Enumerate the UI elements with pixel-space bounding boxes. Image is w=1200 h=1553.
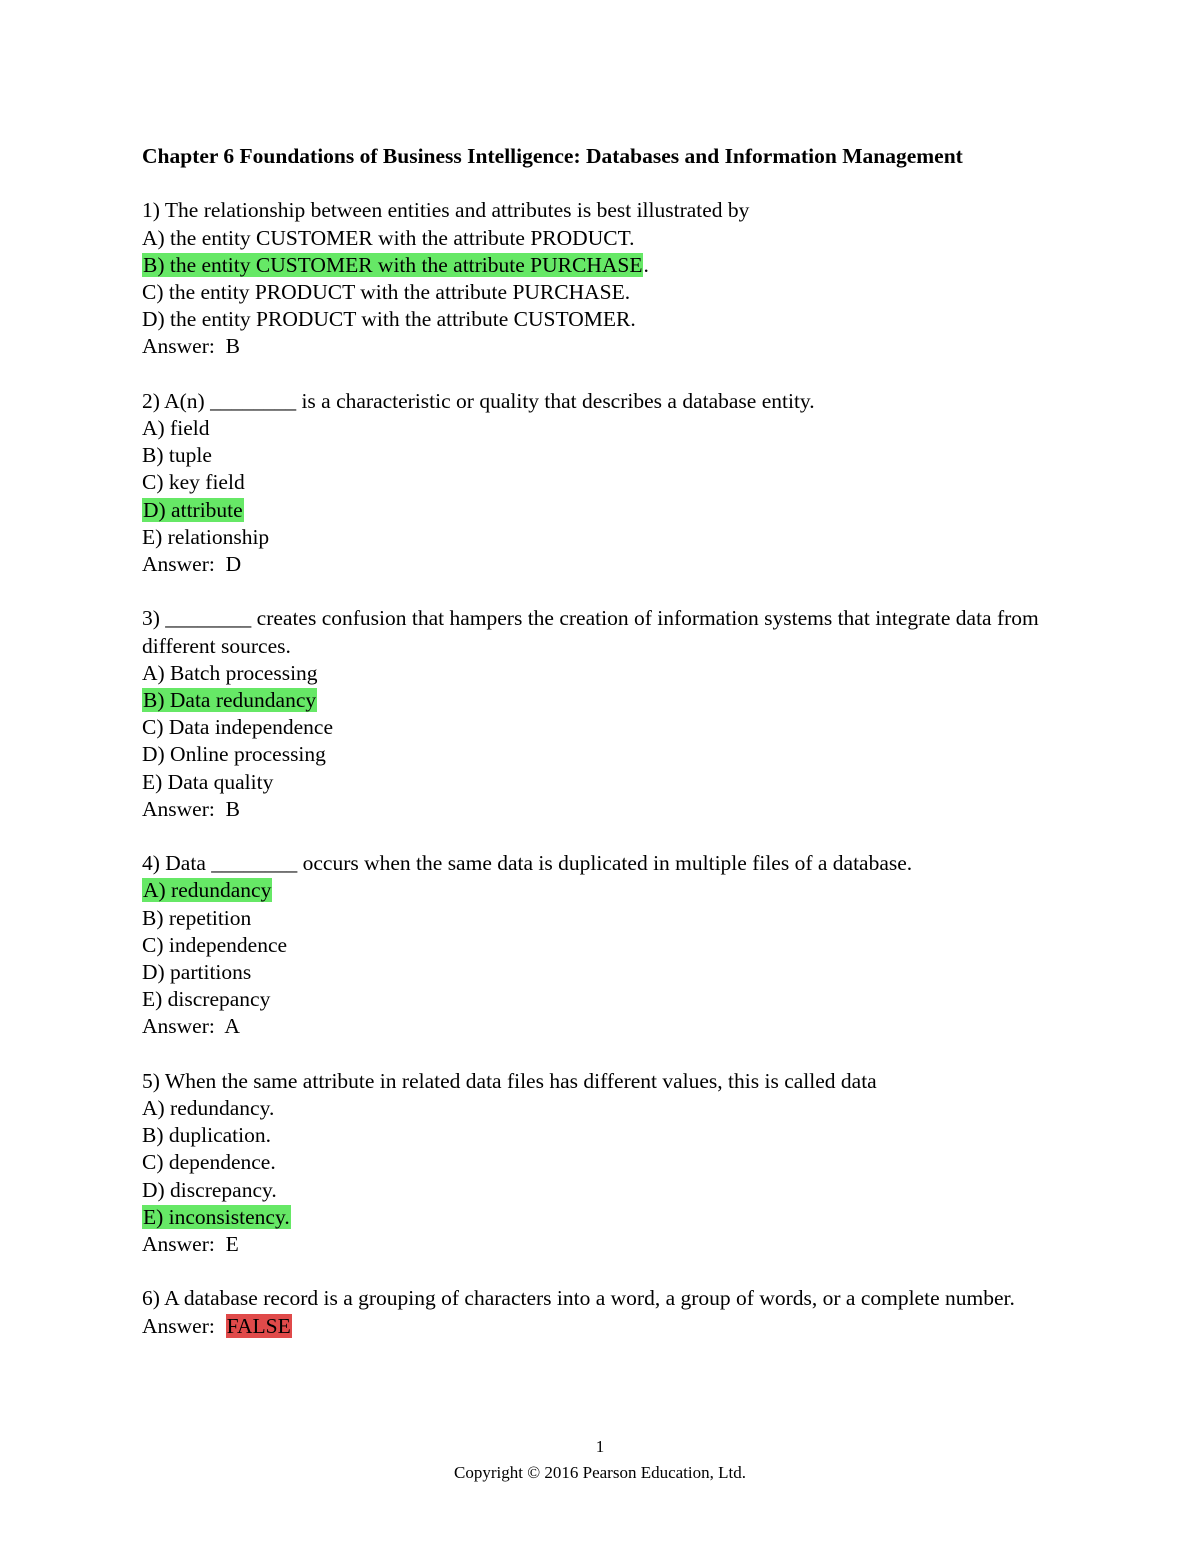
answer-label: Answer: [142,1313,226,1338]
option-period: . [643,252,649,277]
answer-option: A) Batch processing [142,660,318,685]
question-2 [142,388,1052,578]
correct-highlight: A) redundancy [143,878,272,903]
answer-option: C) the entity PRODUCT with the attribute PURCHASE. [142,280,631,304]
question-4 [142,850,1052,1040]
answer-option: C) dependence. [142,1150,276,1175]
answer-option: B) duplication. [142,1123,271,1148]
question-stem: 4) Data ________ occurs when the same data is duplicated in multiple files of a database. [142,851,913,876]
answer-label: Answer: [142,796,226,821]
answer-line [142,796,1052,823]
answer-value: B [225,796,240,821]
answer-line [142,1313,1052,1340]
question-stem: 1) The relationship between entities and attributes is best illustrated by [142,198,750,223]
answer-option: E) discrepancy [142,987,271,1012]
answer-label: Answer: [142,334,226,359]
answer-option: B) repetition [142,905,252,930]
answer-value: D [225,552,242,577]
answer-option-correct [142,687,1052,714]
answer-label: Answer: [142,1014,225,1039]
answer-value: A [224,1014,240,1039]
answer-option-correct [142,497,1052,524]
answer-option: C) key field [142,470,245,495]
answer-option: C) Data independence [142,715,334,740]
document-body [142,143,1052,1367]
answer-line [142,551,1052,578]
answer-line [142,333,1052,360]
question-1 [142,197,1052,360]
answer-option: D) Online processing [142,742,326,767]
question-stem: 5) When the same attribute in related data files has different values, this is called data [142,1068,877,1093]
answer-option: B) tuple [142,443,212,468]
answer-option: D) discrepancy. [142,1177,277,1202]
answer-option: E) relationship [142,524,270,549]
question-6 [142,1285,1052,1339]
question-5 [142,1068,1052,1258]
correct-highlight: B) the entity CUSTOMER with the attribute PURCHASE [143,252,643,277]
answer-option: A) redundancy. [142,1096,275,1121]
answer-option-correct [142,1204,1052,1231]
question-stem: 6) A database record is a grouping of characters into a word, a group of words, or a complete number. [142,1286,1015,1311]
question-stem: 2) A(n) ________ is a characteristic or quality that describes a database entity. [142,388,815,413]
answer-label: Answer: [142,1232,226,1257]
option-period: . [284,1204,290,1229]
option-text: E) inconsistency [143,1204,285,1229]
answer-value: E [225,1232,239,1257]
answer-label: Answer: [142,552,226,577]
question-stem: 3) ________ creates confusion that hampers the creation of information systems that integrate data from different sources. [142,606,1039,658]
answer-option: D) the entity PRODUCT with the attribute CUSTOMER. [142,307,636,332]
answer-option: A) the entity CUSTOMER with the attribute PRODUCT. [142,225,635,250]
correct-highlight: D) attribute [143,497,243,522]
answer-option: C) independence [142,932,288,957]
answer-option-correct [142,252,1052,279]
question-3 [142,605,1052,823]
answer-option-correct [142,877,1052,904]
answer-option: A) field [142,416,210,440]
false-highlight: FALSE [226,1313,291,1338]
answer-option: D) partitions [142,960,252,985]
copyright-notice: Copyright © 2016 Pearson Education, Ltd. [454,1463,746,1482]
answer-line [142,1013,1052,1040]
answer-line [142,1231,1052,1258]
answer-option: E) Data quality [142,769,274,794]
correct-highlight [142,1205,291,1229]
chapter-title: Chapter 6 Foundations of Business Intelligence: Databases and Information Management [142,144,963,168]
page-number: 1 [595,1437,605,1456]
correct-highlight: B) Data redundancy [143,688,317,713]
answer-value: B [225,334,240,359]
